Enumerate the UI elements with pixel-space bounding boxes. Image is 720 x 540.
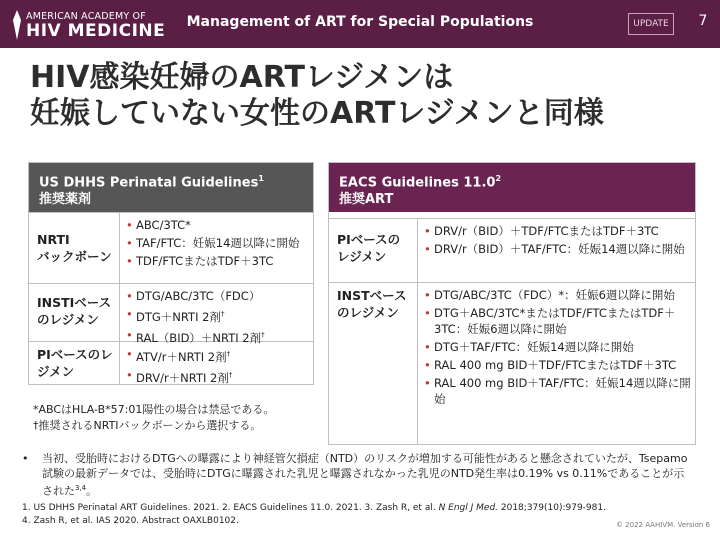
header-title: Management of ART for Special Populations — [186, 14, 534, 30]
table-row — [29, 341, 313, 384]
dhhs-header-ref: 1 — [258, 174, 264, 183]
header-bar — [0, 0, 720, 48]
list-item: • RAL 400 mg BID＋TDF/FTCまたはTDF＋3TC — [424, 357, 691, 373]
bullet-text: 当初、受胎時におけるDTGへの曝露により神経管欠損症（NTD）のリスクが増加する可能性があると懸念されていたが、Tsepamo試験の最新データでは、受胎時にDTGに曝露された乳児と曝露されなかった乳児のNTD発生率は0.19% vs 0.11%であることが示された — [42, 452, 688, 498]
table-row — [29, 283, 313, 345]
footnote-abc: *ABCはHLA-B*57:01陽性の場合は禁忌である。 — [33, 403, 275, 416]
row-label: PIベースのレジメン — [37, 347, 113, 379]
list-item: • DTG/ABC/3TC（FDC） — [126, 288, 309, 304]
dhhs-table-header — [29, 163, 313, 212]
row-label: NRTI バックボーン — [37, 232, 112, 264]
list-item: • DRV/r（BID）＋TAF/FTC：妊娠14週以降に開始 — [424, 241, 691, 257]
eacs-header-subtitle: 推奨ART — [339, 192, 394, 208]
org-name-line2: HIV MEDICINE — [26, 21, 166, 41]
page-number: 7 — [698, 13, 708, 29]
reference-line1: 1. US DHHS Perinatal ART Guidelines. 2021. 2. EACS Guidelines 11.0. 2021. 3. Zash R, et al. N Engl J Med. 2018;379(10):979-981. — [22, 503, 606, 513]
eacs-header-ref: 2 — [495, 174, 502, 183]
list-item: • RAL（BID）＋NRTI 2剤† — [126, 327, 309, 346]
eacs-table-header — [329, 163, 695, 212]
list-item: • ATV/r＋NRTI 2剤† — [126, 346, 309, 365]
slide-title — [30, 60, 710, 132]
footnotes — [33, 402, 313, 434]
list-item: • TAF/FTC：妊娠14週以降に開始 — [126, 235, 309, 251]
row-items — [119, 284, 313, 345]
list-item: • DTG＋ABC/3TC*またはTDF/FTCまたはTDF＋3TC：妊娠6週以降に開始 — [424, 305, 691, 337]
row-label: PIベースのレジメン — [337, 232, 401, 264]
eacs-header-title: EACS Guidelines 11.0 — [339, 175, 496, 191]
row-label: INSTIベースのレジメン — [37, 295, 112, 327]
dhhs-header-subtitle: 推奨薬剤 — [39, 192, 92, 208]
list-item: • TDF/FTCまたはTDF＋3TC — [126, 253, 309, 269]
bullet-icon: • — [22, 452, 29, 465]
list-item: • DTG/ABC/3TC（FDC）*：妊娠6週以降に開始 — [424, 287, 691, 303]
org-name-line1: AMERICAN ACADEMY OF — [26, 11, 146, 22]
dhhs-header-title: US DHHS Perinatal Guidelines — [39, 175, 259, 191]
reference-line2: 4. Zash R, et al. IAS 2020. Abstract OAXLB0102. — [22, 516, 239, 526]
list-item: • ABC/3TC* — [126, 217, 309, 233]
copyright: © 2022 AAHIVM. Version 6 — [615, 521, 710, 529]
eacs-table — [328, 162, 696, 445]
row-items — [417, 219, 695, 282]
bullet-point: • 当初、受胎時におけるDTGへの曝露により神経管欠損症（NTD）のリスクが増加する可能性があると懸念されていたが、Tsepamo試験の最新データでは、受胎時にDTGに曝露された乳児と曝露されなかった乳児のNTD発生率は0.19% vs 0.11%であることが示された$^{3,4}$。 — [22, 452, 688, 498]
row-items — [119, 213, 313, 283]
table-row — [329, 218, 695, 282]
table-row — [329, 282, 695, 444]
list-item: • DTG＋NRTI 2剤† — [126, 306, 309, 325]
table-row — [29, 212, 313, 283]
list-item: • DTG＋TAF/FTC：妊娠14週以降に開始 — [424, 339, 691, 355]
row-items — [417, 283, 695, 444]
list-item: • DRV/r（BID）＋TDF/FTCまたはTDF＋3TC — [424, 223, 691, 239]
list-item: • DRV/r＋NRTI 2剤† — [126, 367, 309, 386]
footnote-dagger: †推奨されるNRTIバックボーンから選択する。 — [33, 419, 262, 432]
row-label: INSTベースのレジメン — [337, 288, 407, 320]
slide-title-line1: HIV感染妊婦のARTレジメンは — [30, 60, 454, 95]
bullet-ref: 3,4 — [75, 484, 87, 492]
update-badge: UPDATE — [628, 13, 674, 35]
row-items — [119, 342, 313, 384]
slide-title-line2: 妊娠していない女性のARTレジメンと同様 — [30, 96, 604, 131]
dhhs-table — [28, 162, 314, 385]
list-item: • RAL 400 mg BID＋TAF/FTC：妊娠14週以降に開始 — [424, 375, 691, 407]
